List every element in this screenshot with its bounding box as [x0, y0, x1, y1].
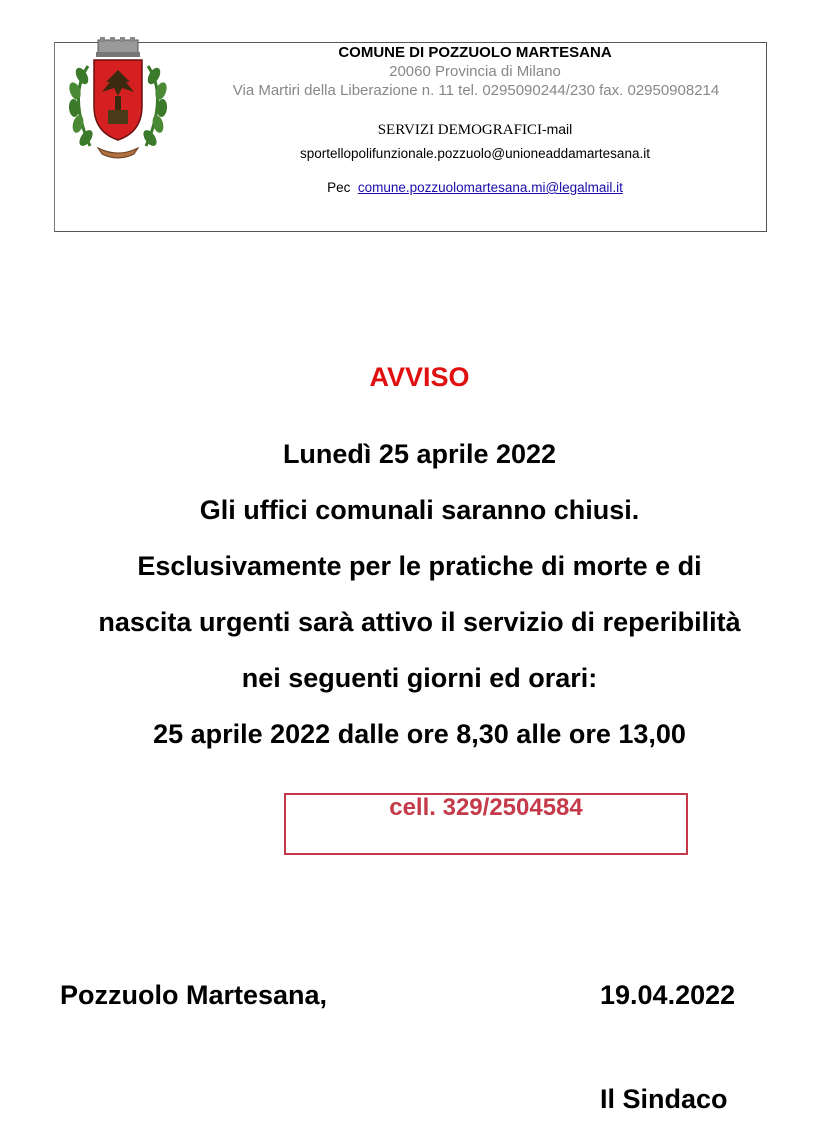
department-name: SERVIZI DEMOGRAFICI: [377, 122, 542, 138]
notice-line-6: 25 aprile 2022 dalle ore 8,30 alle ore 13,00: [153, 719, 686, 749]
department-suffix: -mail: [541, 121, 573, 137]
pec-label: Pec: [327, 180, 351, 195]
municipality-title: COMUNE DI POZZUOLO MARTESANA: [338, 44, 612, 61]
letterhead-divider: [54, 42, 55, 232]
notice-line-4: nascita urgenti sarà attivo il servizio di reperibilità: [98, 607, 741, 637]
municipal-crest-icon: [58, 36, 178, 161]
department-email[interactable]: sportellopolifunzionale.pozzuolo@unioneaddamartesana.it: [300, 146, 650, 161]
pec-line: [230, 180, 720, 195]
municipality-address: Via Martiri della Liberazione n. 11 tel. 0295090244/230 fax. 02950908214: [232, 82, 720, 99]
notice-heading: AVVISO: [369, 362, 470, 392]
notice-line-3: Esclusivamente per le pratiche di morte e di: [137, 551, 702, 581]
municipality-province: 20060 Provincia di Milano: [389, 63, 561, 80]
date-label: 19.04.2022: [600, 980, 736, 1010]
phone-number[interactable]: cell. 329/2504584: [389, 794, 583, 821]
notice-line-1: Lunedì 25 aprile 2022: [282, 439, 557, 469]
notice-line-2: Gli uffici comunali saranno chiusi.: [199, 495, 640, 525]
department-label: [230, 121, 720, 139]
signature-label: Il Sindaco: [600, 1084, 728, 1114]
notice-line-5: nei seguenti giorni ed orari:: [241, 663, 598, 693]
pec-email-link[interactable]: comune.pozzuolomartesana.mi@legalmail.it: [357, 180, 623, 195]
place-label: Pozzuolo Martesana,: [60, 980, 328, 1010]
